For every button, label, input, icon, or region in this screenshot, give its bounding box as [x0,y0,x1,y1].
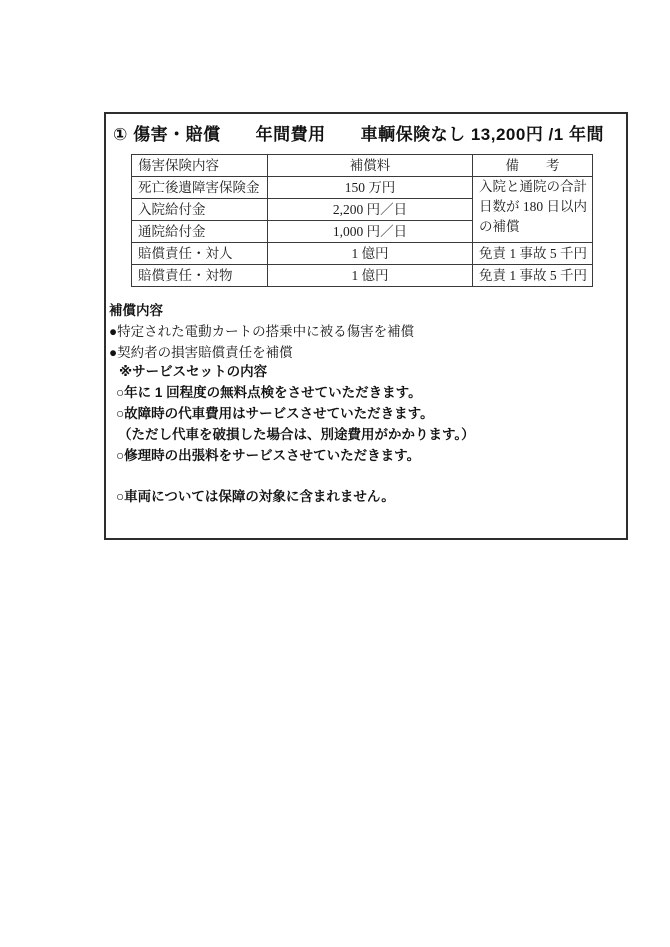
service-item-inspection: ○年に 1 回程度の無料点検をさせていただきます。 [116,385,422,400]
table-row [132,243,593,265]
col-header-remarks: 備 考 [473,155,593,177]
col-header-premium: 補償料 [268,155,473,177]
coverage-remark: 免責 1 事故 5 千円 [473,265,593,287]
table-row [132,265,593,287]
coverage-bullet-injury: ●特定された電動カートの搭乗中に被る傷害を補償 [109,324,415,339]
coverage-amount: 2,200 円／日 [268,199,473,221]
insurance-section-box [104,112,628,540]
coverage-remark: 免責 1 事故 5 千円 [473,243,593,265]
coverage-item: 通院給付金 [132,221,268,243]
coverage-amount: 1,000 円／日 [268,221,473,243]
insurance-coverage-table [131,154,593,287]
service-item-loaner: ○故障時の代車費用はサービスさせていただきます。 [116,406,434,421]
coverage-amount: 150 万円 [268,177,473,199]
remarks-line: の補償 [479,219,520,234]
vehicle-exclusion-note: ○車両については保障の対象に含まれません。 [116,489,395,504]
coverage-amount: 1 億円 [268,243,473,265]
table-header-row [132,155,593,177]
service-item-dispatch: ○修理時の出張料をサービスさせていただきます。 [116,448,421,463]
section-title: ① 傷害・賠償 年間費用 車輌保険なし 13,200円 /1 年間 [113,125,604,144]
service-set-heading: ※サービスセットの内容 [119,364,268,379]
coverage-bullet-liability: ●契約者の損害賠償責任を補償 [109,345,293,360]
remarks-line: 日数が 180 日以内 [479,199,587,214]
remarks-line: 入院と通院の合計 [479,179,587,194]
coverage-item: 入院給付金 [132,199,268,221]
table-row [132,177,593,199]
col-header-coverage-item: 傷害保険内容 [132,155,268,177]
coverage-amount: 1 億円 [268,265,473,287]
coverage-item: 賠償責任・対物 [132,265,268,287]
coverage-item: 死亡後遺障害保険金 [132,177,268,199]
coverage-details-heading: 補償内容 [109,303,163,318]
coverage-item: 賠償責任・対人 [132,243,268,265]
service-item-loaner-caveat: （ただし代車を破損した場合は、別途費用がかかります。） [118,427,475,442]
remarks-merged-cell [473,177,593,243]
